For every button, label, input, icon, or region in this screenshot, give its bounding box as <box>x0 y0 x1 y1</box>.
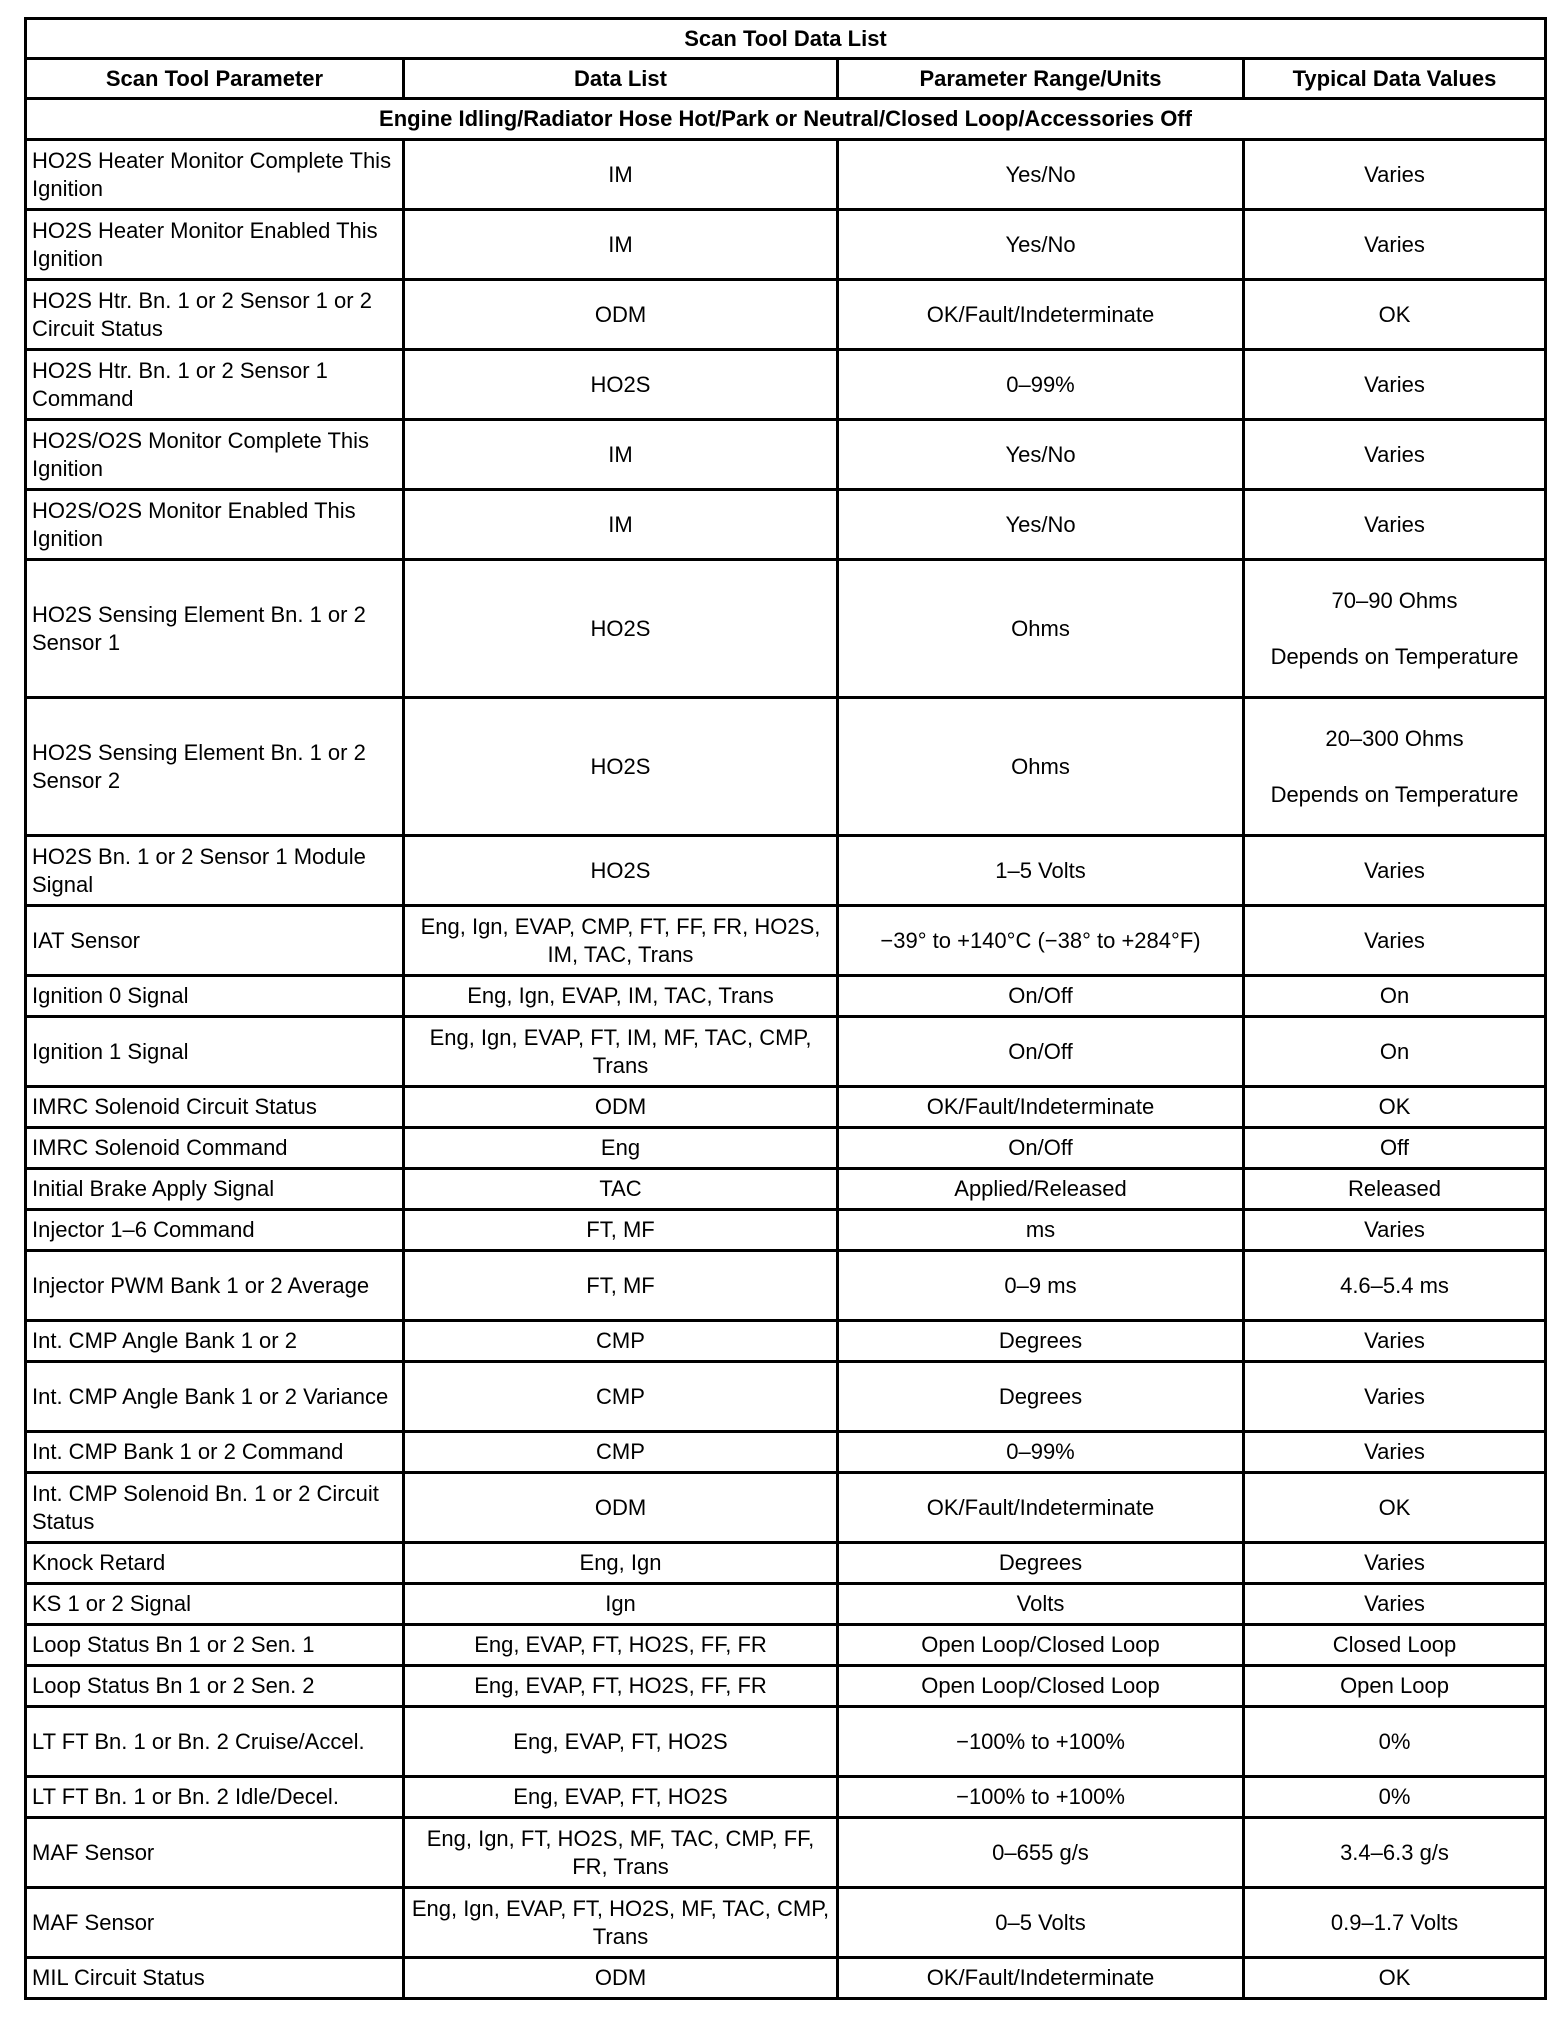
cell-range-units: 0–99% <box>838 350 1244 420</box>
cell-range-units: OK/Fault/Indeterminate <box>838 1958 1244 1999</box>
cell-parameter: HO2S Bn. 1 or 2 Sensor 1 Module Signal <box>26 836 404 906</box>
cell-typical-value: Off <box>1244 1128 1546 1169</box>
cell-data-list: FT, MF <box>404 1251 838 1321</box>
cell-range-units: On/Off <box>838 1017 1244 1087</box>
cell-parameter: Injector PWM Bank 1 or 2 Average <box>26 1251 404 1321</box>
cell-range-units: Degrees <box>838 1321 1244 1362</box>
cell-data-list: CMP <box>404 1321 838 1362</box>
cell-range-units: ms <box>838 1210 1244 1251</box>
table-row <box>26 906 1546 976</box>
cell-typical-value: 0% <box>1244 1707 1546 1777</box>
table-row <box>26 420 1546 490</box>
cell-range-units: OK/Fault/Indeterminate <box>838 1087 1244 1128</box>
cell-range-units: On/Off <box>838 976 1244 1017</box>
cell-typical-value <box>1244 560 1546 698</box>
cell-range-units: Degrees <box>838 1362 1244 1432</box>
cell-typical-value: Varies <box>1244 140 1546 210</box>
cell-typical-value: 3.4–6.3 g/s <box>1244 1818 1546 1888</box>
cell-parameter: Ignition 0 Signal <box>26 976 404 1017</box>
table-row <box>26 490 1546 560</box>
cell-typical-value: Closed Loop <box>1244 1625 1546 1666</box>
table-row <box>26 1321 1546 1362</box>
cell-data-list: HO2S <box>404 836 838 906</box>
table-row <box>26 350 1546 420</box>
cell-range-units: Open Loop/Closed Loop <box>838 1666 1244 1707</box>
table-row <box>26 1625 1546 1666</box>
cell-data-list: IM <box>404 420 838 490</box>
header-data-list: Data List <box>404 59 838 99</box>
cell-parameter: Int. CMP Angle Bank 1 or 2 Variance <box>26 1362 404 1432</box>
table-row <box>26 1777 1546 1818</box>
cell-data-list: IM <box>404 140 838 210</box>
cell-range-units: On/Off <box>838 1128 1244 1169</box>
cell-range-units: Degrees <box>838 1543 1244 1584</box>
table-row <box>26 1888 1546 1958</box>
cell-parameter: IMRC Solenoid Circuit Status <box>26 1087 404 1128</box>
table-row <box>26 140 1546 210</box>
cell-parameter: Int. CMP Solenoid Bn. 1 or 2 Circuit Status <box>26 1473 404 1543</box>
cell-typical-value: Varies <box>1244 210 1546 280</box>
cell-parameter: LT FT Bn. 1 or Bn. 2 Idle/Decel. <box>26 1777 404 1818</box>
cell-typical-value: Varies <box>1244 490 1546 560</box>
cell-data-list: IM <box>404 490 838 560</box>
scan-tool-data-list <box>24 17 1544 2000</box>
cell-typical-value: Varies <box>1244 1321 1546 1362</box>
cell-data-list: IM <box>404 210 838 280</box>
cell-typical-value: Varies <box>1244 906 1546 976</box>
table-row <box>26 210 1546 280</box>
cell-typical-value: OK <box>1244 1958 1546 1999</box>
cell-range-units: −100% to +100% <box>838 1777 1244 1818</box>
cell-parameter: MAF Sensor <box>26 1888 404 1958</box>
cell-parameter: MIL Circuit Status <box>26 1958 404 1999</box>
cell-data-list: ODM <box>404 1087 838 1128</box>
cell-typical-value: Open Loop <box>1244 1666 1546 1707</box>
cell-range-units: Yes/No <box>838 210 1244 280</box>
cell-typical-value: Varies <box>1244 1543 1546 1584</box>
operating-condition: Engine Idling/Radiator Hose Hot/Park or Neutral/Closed Loop/Accessories Off <box>26 99 1546 140</box>
cell-range-units: 0–5 Volts <box>838 1888 1244 1958</box>
table-row <box>26 1584 1546 1625</box>
cell-range-units: Yes/No <box>838 140 1244 210</box>
cell-data-list: HO2S <box>404 350 838 420</box>
table-row <box>26 1666 1546 1707</box>
cell-parameter: KS 1 or 2 Signal <box>26 1584 404 1625</box>
cell-data-list: Eng, Ign <box>404 1543 838 1584</box>
cell-range-units: Applied/Released <box>838 1169 1244 1210</box>
table-title: Scan Tool Data List <box>26 19 1546 59</box>
cell-typical-value <box>1244 698 1546 836</box>
table-body <box>26 140 1546 1999</box>
cell-typical-value: Varies <box>1244 836 1546 906</box>
cell-range-units: 0–9 ms <box>838 1251 1244 1321</box>
cell-data-list: Eng, EVAP, FT, HO2S <box>404 1777 838 1818</box>
cell-data-list: ODM <box>404 280 838 350</box>
cell-data-list: CMP <box>404 1432 838 1473</box>
cell-typical-value: Released <box>1244 1169 1546 1210</box>
cell-range-units: 0–655 g/s <box>838 1818 1244 1888</box>
table-row <box>26 1543 1546 1584</box>
table-row <box>26 1818 1546 1888</box>
cell-parameter: Knock Retard <box>26 1543 404 1584</box>
cell-typical-value: OK <box>1244 1473 1546 1543</box>
cell-parameter: HO2S/O2S Monitor Complete This Ignition <box>26 420 404 490</box>
cell-range-units: Volts <box>838 1584 1244 1625</box>
table-row <box>26 1473 1546 1543</box>
cell-typical-value: Varies <box>1244 350 1546 420</box>
table-row <box>26 1707 1546 1777</box>
cell-range-units: Yes/No <box>838 490 1244 560</box>
table-row <box>26 836 1546 906</box>
cell-parameter: HO2S Htr. Bn. 1 or 2 Sensor 1 or 2 Circuit Status <box>26 280 404 350</box>
header-parameter: Scan Tool Parameter <box>26 59 404 99</box>
typical-value-note: Depends on Temperature <box>1270 781 1519 807</box>
cell-parameter: IAT Sensor <box>26 906 404 976</box>
cell-parameter: HO2S Heater Monitor Enabled This Ignition <box>26 210 404 280</box>
cell-parameter: HO2S/O2S Monitor Enabled This Ignition <box>26 490 404 560</box>
cell-data-list: Eng, Ign, EVAP, FT, HO2S, MF, TAC, CMP, Trans <box>404 1888 838 1958</box>
data-table <box>24 17 1547 2000</box>
cell-typical-value: On <box>1244 976 1546 1017</box>
cell-data-list: HO2S <box>404 698 838 836</box>
cell-typical-value: OK <box>1244 280 1546 350</box>
cell-data-list: Eng, Ign, EVAP, CMP, FT, FF, FR, HO2S, IM, TAC, Trans <box>404 906 838 976</box>
cell-typical-value: On <box>1244 1017 1546 1087</box>
cell-data-list: Eng, EVAP, FT, HO2S, FF, FR <box>404 1625 838 1666</box>
cell-range-units: OK/Fault/Indeterminate <box>838 280 1244 350</box>
cell-range-units: 0–99% <box>838 1432 1244 1473</box>
table-row <box>26 1958 1546 1999</box>
cell-range-units: Ohms <box>838 698 1244 836</box>
cell-typical-value: Varies <box>1244 1362 1546 1432</box>
cell-range-units: −100% to +100% <box>838 1707 1244 1777</box>
cell-typical-value: 0.9–1.7 Volts <box>1244 1888 1546 1958</box>
table-row <box>26 698 1546 836</box>
cell-parameter: Int. CMP Angle Bank 1 or 2 <box>26 1321 404 1362</box>
cell-parameter: Loop Status Bn 1 or 2 Sen. 2 <box>26 1666 404 1707</box>
cell-parameter: Injector 1–6 Command <box>26 1210 404 1251</box>
table-row <box>26 280 1546 350</box>
cell-range-units: 1–5 Volts <box>838 836 1244 906</box>
cell-data-list: CMP <box>404 1362 838 1432</box>
cell-data-list: Ign <box>404 1584 838 1625</box>
table-row <box>26 1362 1546 1432</box>
cell-range-units: −39° to +140°C (−38° to +284°F) <box>838 906 1244 976</box>
table-row <box>26 1169 1546 1210</box>
cell-parameter: HO2S Sensing Element Bn. 1 or 2 Sensor 2 <box>26 698 404 836</box>
table-row <box>26 560 1546 698</box>
cell-typical-value: 4.6–5.4 ms <box>1244 1251 1546 1321</box>
header-typical-values: Typical Data Values <box>1244 59 1546 99</box>
cell-data-list: Eng, EVAP, FT, HO2S, FF, FR <box>404 1666 838 1707</box>
typical-value: 70–90 Ohms <box>1331 587 1458 613</box>
table-row <box>26 1017 1546 1087</box>
cell-data-list: Eng, Ign, EVAP, IM, TAC, Trans <box>404 976 838 1017</box>
table-row <box>26 1251 1546 1321</box>
cell-typical-value: Varies <box>1244 1210 1546 1251</box>
table-row <box>26 1210 1546 1251</box>
cell-parameter: Initial Brake Apply Signal <box>26 1169 404 1210</box>
header-range-units: Parameter Range/Units <box>838 59 1244 99</box>
cell-data-list: ODM <box>404 1958 838 1999</box>
cell-parameter: IMRC Solenoid Command <box>26 1128 404 1169</box>
cell-range-units: Yes/No <box>838 420 1244 490</box>
cell-parameter: Loop Status Bn 1 or 2 Sen. 1 <box>26 1625 404 1666</box>
typical-value: 20–300 Ohms <box>1325 725 1464 751</box>
cell-data-list: HO2S <box>404 560 838 698</box>
cell-parameter: LT FT Bn. 1 or Bn. 2 Cruise/Accel. <box>26 1707 404 1777</box>
cell-parameter: HO2S Sensing Element Bn. 1 or 2 Sensor 1 <box>26 560 404 698</box>
cell-parameter: HO2S Htr. Bn. 1 or 2 Sensor 1 Command <box>26 350 404 420</box>
cell-data-list: Eng <box>404 1128 838 1169</box>
cell-data-list: ODM <box>404 1473 838 1543</box>
table-row <box>26 976 1546 1017</box>
table-row <box>26 1128 1546 1169</box>
cell-typical-value: Varies <box>1244 1432 1546 1473</box>
cell-parameter: Int. CMP Bank 1 or 2 Command <box>26 1432 404 1473</box>
cell-data-list: Eng, Ign, EVAP, FT, IM, MF, TAC, CMP, Trans <box>404 1017 838 1087</box>
cell-range-units: Open Loop/Closed Loop <box>838 1625 1244 1666</box>
cell-data-list: Eng, EVAP, FT, HO2S <box>404 1707 838 1777</box>
table-row <box>26 1087 1546 1128</box>
table-row <box>26 1432 1546 1473</box>
cell-typical-value: Varies <box>1244 420 1546 490</box>
cell-range-units: OK/Fault/Indeterminate <box>838 1473 1244 1543</box>
cell-typical-value: 0% <box>1244 1777 1546 1818</box>
cell-typical-value: Varies <box>1244 1584 1546 1625</box>
cell-data-list: TAC <box>404 1169 838 1210</box>
cell-parameter: Ignition 1 Signal <box>26 1017 404 1087</box>
cell-parameter: HO2S Heater Monitor Complete This Ignition <box>26 140 404 210</box>
cell-parameter: MAF Sensor <box>26 1818 404 1888</box>
cell-range-units: Ohms <box>838 560 1244 698</box>
cell-typical-value: OK <box>1244 1087 1546 1128</box>
typical-value-note: Depends on Temperature <box>1270 643 1519 669</box>
cell-data-list: Eng, Ign, FT, HO2S, MF, TAC, CMP, FF, FR, Trans <box>404 1818 838 1888</box>
cell-data-list: FT, MF <box>404 1210 838 1251</box>
